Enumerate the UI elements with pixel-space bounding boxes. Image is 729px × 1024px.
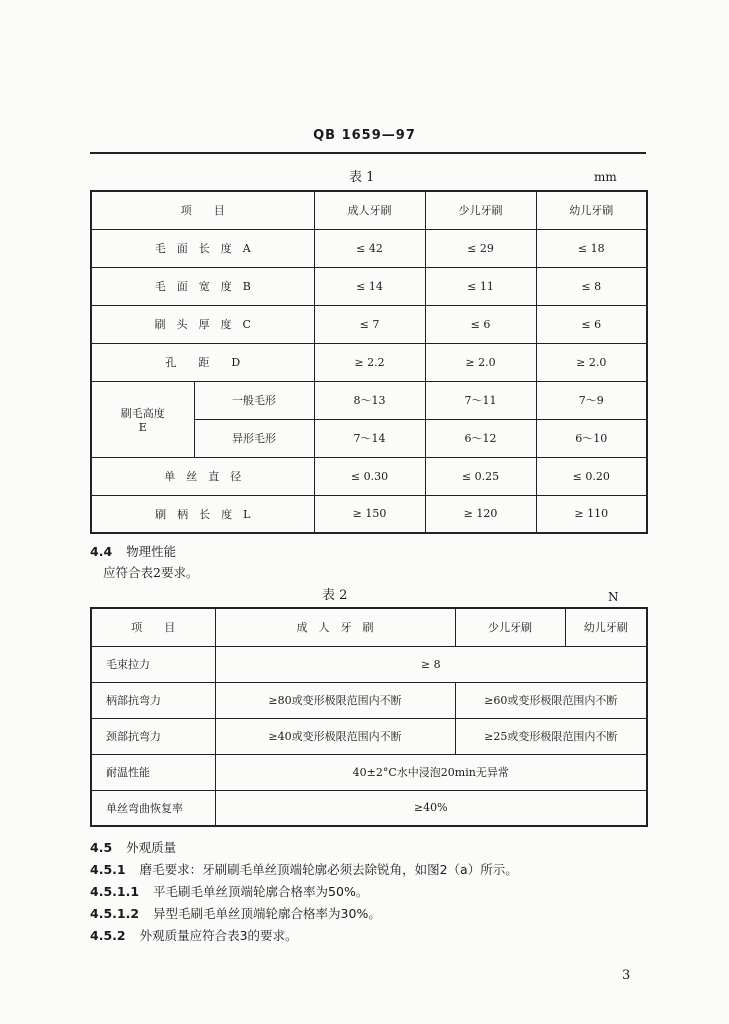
group-label	[91, 381, 194, 457]
table-row	[91, 495, 647, 533]
table1-header-row	[91, 191, 647, 229]
table-row	[91, 682, 647, 718]
cell-value: ≥80或变形极限范围内不断	[215, 682, 455, 718]
cell-value: 7～14	[314, 419, 425, 457]
section-number: 4.5	[90, 840, 113, 855]
table-row	[91, 718, 647, 754]
document-header: QB 1659—97	[313, 128, 416, 143]
cell-value: ≤ 7	[314, 305, 425, 343]
clause-4-5-1-1	[90, 882, 368, 900]
clause-number: 4.5.1.2	[90, 906, 140, 921]
cell-value: ≤ 8	[536, 267, 647, 305]
clause-number: 4.5.2	[90, 928, 126, 943]
cell-value: ≤ 0.30	[314, 457, 425, 495]
table2	[90, 607, 648, 827]
cell-value: ≥60或变形极限范围内不断	[455, 682, 647, 718]
row-label: 刷 头 厚 度 C	[91, 305, 314, 343]
cell-value: ≤ 42	[314, 229, 425, 267]
table1-header-child: 少儿牙刷	[425, 191, 536, 229]
table-row	[91, 305, 647, 343]
cell-value: ≥ 110	[536, 495, 647, 533]
clause-text: 异型毛刷毛单丝顶端轮廓合格率为30%。	[153, 906, 381, 921]
table2-header-child: 少儿牙刷	[455, 608, 565, 646]
table2-unit: N	[608, 590, 619, 604]
clause-4-5-1-2	[90, 904, 381, 922]
group-label-text: 刷毛高度	[120, 406, 165, 420]
table2-header-adult: 成 人 牙 刷	[215, 608, 455, 646]
cell-value: ≤ 6	[536, 305, 647, 343]
cell-value: ≤ 0.20	[536, 457, 647, 495]
cell-value: 40±2°C水中浸泡20min无异常	[215, 754, 647, 790]
table2-caption: 表 2	[322, 588, 348, 603]
section-4-5-heading	[90, 838, 176, 856]
clause-4-5-1	[90, 860, 518, 878]
cell-value: ≥ 150	[314, 495, 425, 533]
section-title: 物理性能	[126, 544, 177, 559]
section-title: 外观质量	[126, 840, 177, 855]
table2-header-infant: 幼儿牙刷	[565, 608, 647, 646]
clause-4-5-2	[90, 926, 298, 944]
sub-label: 异形毛形	[194, 419, 314, 457]
clause-text: 磨毛要求：牙刷刷毛单丝顶端轮廓必须去除锐角，如图2（a）所示。	[139, 862, 518, 877]
table1-caption: 表 1	[349, 170, 375, 185]
row-label: 耐温性能	[91, 754, 215, 790]
cell-value: 7～11	[425, 381, 536, 419]
table2-header-item: 项 目	[91, 608, 215, 646]
row-label: 单 丝 直 径	[91, 457, 314, 495]
header-rule	[90, 152, 646, 154]
clause-number: 4.5.1	[90, 862, 126, 877]
table-row	[91, 646, 647, 682]
page-number: 3	[622, 968, 631, 983]
table1-header-infant: 幼儿牙刷	[536, 191, 647, 229]
row-label: 颈部抗弯力	[91, 718, 215, 754]
clause-text: 平毛刷毛单丝顶端轮廓合格率为50%。	[153, 884, 369, 899]
cell-value: ≥ 120	[425, 495, 536, 533]
table1-header-item: 项 目	[91, 191, 314, 229]
cell-value: 6～12	[425, 419, 536, 457]
section-number: 4.4	[90, 544, 113, 559]
table-row	[91, 754, 647, 790]
table-row	[91, 229, 647, 267]
section-4-4-text: 应符合表2要求。	[103, 565, 199, 580]
cell-value: ≥25或变形极限范围内不断	[455, 718, 647, 754]
table-row	[91, 457, 647, 495]
cell-value: ≤ 11	[425, 267, 536, 305]
clause-text: 外观质量应符合表3的要求。	[139, 928, 298, 943]
row-label: 刷 柄 长 度 L	[91, 495, 314, 533]
table2-header-row	[91, 608, 647, 646]
group-label-symbol: E	[138, 420, 147, 434]
cell-value: ≥ 2.0	[425, 343, 536, 381]
table-row	[91, 381, 647, 419]
cell-value: ≤ 14	[314, 267, 425, 305]
cell-value: ≥ 2.0	[536, 343, 647, 381]
row-label: 柄部抗弯力	[91, 682, 215, 718]
table-row	[91, 267, 647, 305]
cell-value: ≤ 0.25	[425, 457, 536, 495]
cell-value: ≥40%	[215, 790, 647, 826]
row-label: 单丝弯曲恢复率	[91, 790, 215, 826]
cell-value: ≤ 6	[425, 305, 536, 343]
section-4-4-heading	[90, 542, 176, 560]
cell-value: ≤ 18	[536, 229, 647, 267]
table-row	[91, 343, 647, 381]
row-label: 毛 面 长 度 A	[91, 229, 314, 267]
cell-value: ≤ 29	[425, 229, 536, 267]
table1	[90, 190, 648, 534]
cell-value: 7～9	[536, 381, 647, 419]
row-label: 毛 面 宽 度 B	[91, 267, 314, 305]
table1-unit: mm	[594, 170, 617, 184]
cell-value: ≥ 8	[215, 646, 647, 682]
row-label: 毛束拉力	[91, 646, 215, 682]
cell-value: ≥ 2.2	[314, 343, 425, 381]
table1-header-adult: 成人牙刷	[314, 191, 425, 229]
sub-label: 一般毛形	[194, 381, 314, 419]
row-label: 孔 距 D	[91, 343, 314, 381]
clause-number: 4.5.1.1	[90, 884, 140, 899]
cell-value: ≥40或变形极限范围内不断	[215, 718, 455, 754]
cell-value: 6～10	[536, 419, 647, 457]
table-row	[91, 790, 647, 826]
cell-value: 8～13	[314, 381, 425, 419]
